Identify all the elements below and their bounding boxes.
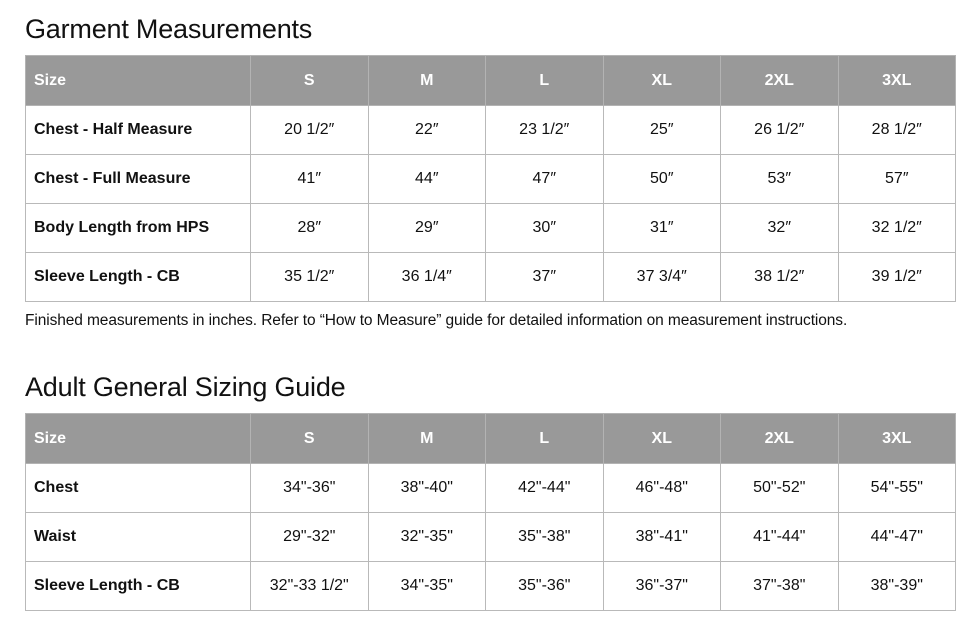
table-cell: 36 1/4″ xyxy=(368,253,486,302)
table-header-row xyxy=(26,414,956,464)
table-cell: 41"-44" xyxy=(721,513,839,562)
table-header-row xyxy=(26,56,956,106)
table-cell: 34"-35" xyxy=(368,562,486,611)
table-cell: 26 1/2″ xyxy=(721,106,839,155)
row-label: Sleeve Length - CB xyxy=(26,562,251,611)
table-cell: 44"-47" xyxy=(838,513,956,562)
table-cell: 38"-39" xyxy=(838,562,956,611)
header-cell-xl: XL xyxy=(603,56,721,106)
table-cell: 35"-38" xyxy=(486,513,604,562)
row-label: Chest xyxy=(26,464,251,513)
table-cell: 41″ xyxy=(251,155,369,204)
table-cell: 53″ xyxy=(721,155,839,204)
table-cell: 29"-32" xyxy=(251,513,369,562)
sizing-guide-title: Adult General Sizing Guide xyxy=(25,372,346,402)
row-label: Waist xyxy=(26,513,251,562)
header-cell-l: L xyxy=(486,414,604,464)
table-cell: 28 1/2″ xyxy=(838,106,956,155)
table-cell: 39 1/2″ xyxy=(838,253,956,302)
header-cell-l: L xyxy=(486,56,604,106)
table-row xyxy=(26,513,956,562)
table-cell: 35 1/2″ xyxy=(251,253,369,302)
table-cell: 38 1/2″ xyxy=(721,253,839,302)
header-cell-s: S xyxy=(251,414,369,464)
header-cell-2xl: 2XL xyxy=(721,414,839,464)
sizing-guide-section xyxy=(25,370,955,611)
row-label: Body Length from HPS xyxy=(26,204,251,253)
header-cell-m: M xyxy=(368,414,486,464)
table-cell: 50″ xyxy=(603,155,721,204)
table-cell: 36"-37" xyxy=(603,562,721,611)
table-cell: 50"-52" xyxy=(721,464,839,513)
table-cell: 28″ xyxy=(251,204,369,253)
table-row xyxy=(26,562,956,611)
table-cell: 37"-38" xyxy=(721,562,839,611)
table-cell: 32"-35" xyxy=(368,513,486,562)
header-cell-3xl: 3XL xyxy=(838,414,956,464)
header-cell-s: S xyxy=(251,56,369,106)
row-label: Chest - Half Measure xyxy=(26,106,251,155)
table-cell: 37 3/4″ xyxy=(603,253,721,302)
table-cell: 35"-36" xyxy=(486,562,604,611)
measurement-note: Finished measurements in inches. Refer to “How to Measure” guide for detailed information on measurement instructions. xyxy=(25,312,848,329)
header-cell-2xl: 2XL xyxy=(721,56,839,106)
table-cell: 20 1/2″ xyxy=(251,106,369,155)
header-cell-3xl: 3XL xyxy=(838,56,956,106)
table-cell: 37″ xyxy=(486,253,604,302)
header-cell-xl: XL xyxy=(603,414,721,464)
table-cell: 31″ xyxy=(603,204,721,253)
header-cell-m: M xyxy=(368,56,486,106)
table-cell: 29″ xyxy=(368,204,486,253)
table-row xyxy=(26,253,956,302)
table-cell: 34"-36" xyxy=(251,464,369,513)
table-cell: 54"-55" xyxy=(838,464,956,513)
table-cell: 22″ xyxy=(368,106,486,155)
sizing-guide-table xyxy=(25,413,956,611)
table-row xyxy=(26,204,956,253)
table-cell: 42"-44" xyxy=(486,464,604,513)
table-cell: 38"-40" xyxy=(368,464,486,513)
table-cell: 46"-48" xyxy=(603,464,721,513)
table-cell: 32 1/2″ xyxy=(838,204,956,253)
header-cell-size: Size xyxy=(26,414,251,464)
table-row xyxy=(26,155,956,204)
garment-measurements-title: Garment Measurements xyxy=(25,14,313,44)
table-row xyxy=(26,464,956,513)
row-label: Chest - Full Measure xyxy=(26,155,251,204)
header-cell-size: Size xyxy=(26,56,251,106)
table-cell: 23 1/2″ xyxy=(486,106,604,155)
garment-measurements-section xyxy=(25,12,955,330)
table-row xyxy=(26,106,956,155)
row-label: Sleeve Length - CB xyxy=(26,253,251,302)
garment-measurements-table xyxy=(25,55,956,302)
table-cell: 47″ xyxy=(486,155,604,204)
table-cell: 57″ xyxy=(838,155,956,204)
table-cell: 38"-41" xyxy=(603,513,721,562)
table-cell: 32″ xyxy=(721,204,839,253)
table-cell: 30″ xyxy=(486,204,604,253)
table-cell: 25″ xyxy=(603,106,721,155)
table-cell: 32"-33 1/2" xyxy=(251,562,369,611)
table-cell: 44″ xyxy=(368,155,486,204)
